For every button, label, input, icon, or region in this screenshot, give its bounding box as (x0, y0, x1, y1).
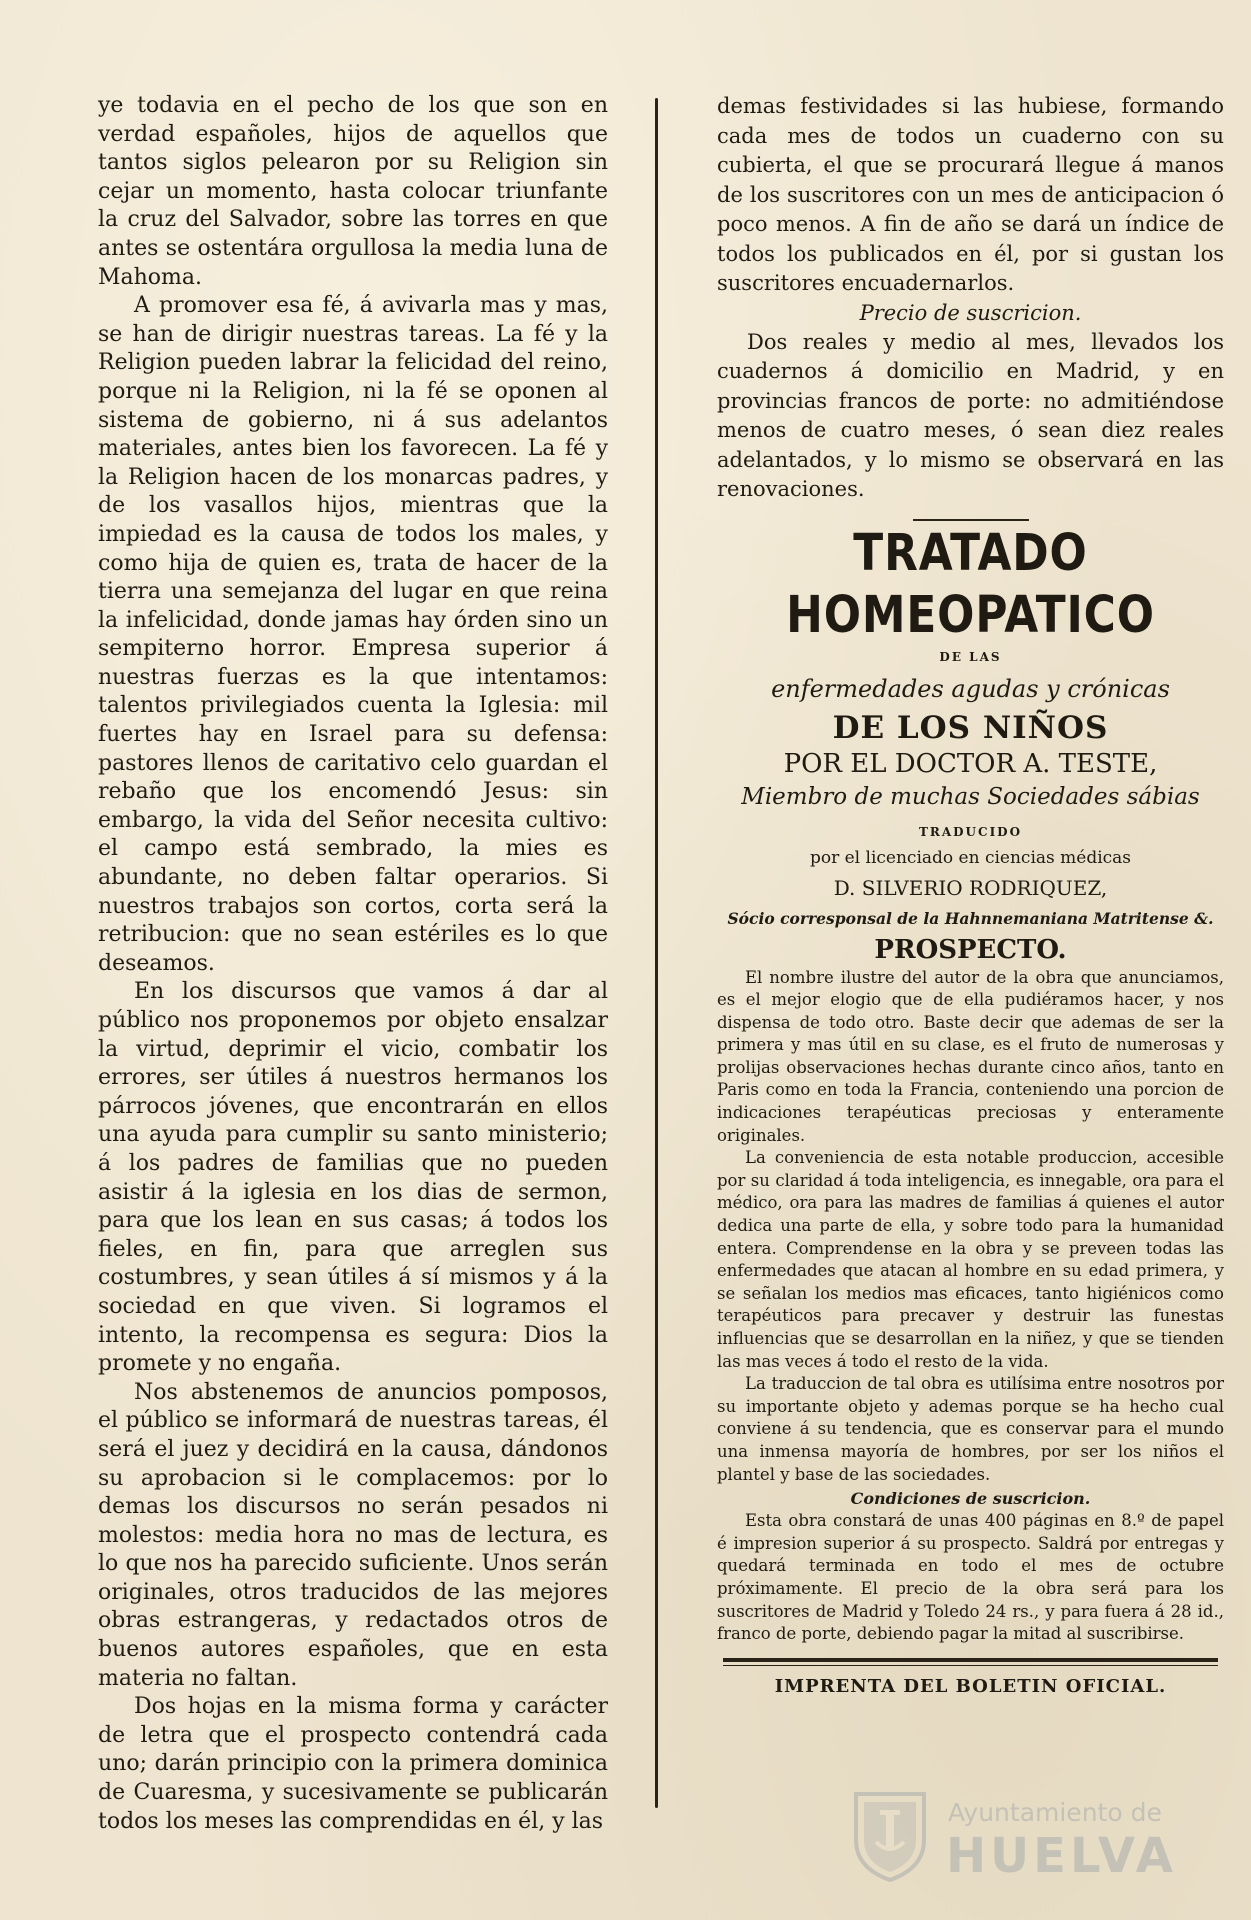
ad-translator-intro: por el licenciado en ciencias médicas (809, 847, 1132, 868)
conditions-heading: Condiciones de suscricion. (850, 1489, 1091, 1509)
left-paragraph-3: En los discursos que vamos á dar al público nos proponemos por objeto ensalzar la virtud, deprimir el vicio, combatir los errores, ser útiles á nuestros hermanos los párrocos jóvenes, que encontrarán en ellos una ayuda para cumplir su santo ministerio; á los padres de familias que no pueden asistir á la iglesia en los dias de sermon, para que los lean en sus casas; á todos los fieles, en fin, para que arreglen sus costumbres, y sean útiles á sí mismos y á la sociedad en que viven. Si logramos el intento, la recompensa es segura: Dios la promete y no engaña. (98, 979, 608, 1377)
ad-traducido: TRADUCIDO (918, 824, 1023, 839)
watermark-line2: HUELVA (946, 1828, 1177, 1884)
continuation-paragraph: demas festividades si las hubiese, formando cada mes de todos un cuaderno con su cubierta, el que se procurará llegue á manos de los suscritores con un mes de anticipacion ó poco menos. A fin de año se dará un índice de todos los publicados en él, por si gustan los suscritores encuadernarlos. (717, 94, 1224, 295)
watermark-line1: Ayuntamiento de (948, 1798, 1162, 1827)
imprint-line: IMPRENTA DEL BOLETIN OFICIAL. (774, 1676, 1167, 1698)
left-paragraph-5: Dos hojas en la misma forma y carácter de letra que el prospecto contendrá cada uno; darán principio con la primera dominica de Cuaresma, y sucesivamente se publicarán todos los meses las comprendidas en él, y las (98, 1694, 608, 1834)
column-divider (655, 98, 658, 1808)
ad-subtitle: enfermedades agudas y crónicas (771, 674, 1170, 703)
left-paragraph-4: Nos abstenemos de anuncios pomposos, el público se informará de nuestras tareas, él será el juez y decidirá en la causa, dándonos su aprobacion si le complacemos: por lo demas los discursos no serán pesados ni molestos: media hora no mas de lectura, es lo que nos ha parecido suficiente. Unos serán originales, otros traducidos de las mejores obras estrangeras, y redactados otros de buenos autores españoles, que en esta materia no faltan. (98, 1379, 608, 1691)
prospecto-paragraph-1: El nombre ilustre del autor de la obra que anunciamos, es el mejor elogio que de ella pudiéramos hacer, y nos dispensa de todo otro. Baste decir que ademas de ser la primera y mas útil en su clase, es el fruto de numerosas y prolijas observaciones hechas durante cinco años, tanto en Paris como en toda la Francia, conteniendo una porcion de indicaciones terapéuticas preciosas y enteramente originales. (717, 967, 1224, 1145)
left-paragraph-2: A promover esa fé, á avivarla mas y mas, se han de dirigir nuestras tareas. La fé y la Religion pueden labrar la felicidad del reino, porque ni la Religion, ni la fé se oponen al sistema de gobierno, ni á sus adelantos materiales, antes bien los favorecen. La fé y la Religion hacen de los monarcas padres, y de los vasallos hijos, mientras que la impiedad es la causa de todos los males, y como hija de quien es, trata de hacer de la tierra una semejanza del lugar en que reina la infelicidad, donde jamas hay órden sino un sempiterno horror. Empresa superior á nuestras fuerzas es la que intentamos: talentos privilegiados cuenta la Iglesia: mil fuertes hay en Israel para su defensa: pastores llenos de caritativo celo guardan el rebaño que los encomendó Jesus: sin embargo, la vida del Señor necesita cultivo: el campo está sembrado, la mies es abundante, no deben faltar operarios. Si nuestros trabajos son cortos, corta será la retribucion: que no sean estériles es lo que deseamos. (98, 293, 608, 976)
ad-de-las: DE LAS (939, 649, 1002, 664)
prospecto-heading: PROSPECTO. (874, 934, 1067, 965)
ad-ninos: DE LOS NIÑOS (832, 709, 1109, 746)
precio-paragraph: Dos reales y medio al mes, llevados los cuadernos á domicilio en Madrid, y en provincias francos de porte: no admitiéndose menos de cuatro meses, ó sean diez reales adelantados, y lo mismo se observará en las renovaciones. (717, 329, 1224, 501)
ad-translator: D. SILVERIO RODRIQUEZ, (833, 875, 1108, 900)
right-column (717, 92, 1224, 1700)
imprint-rule-thin (723, 1665, 1218, 1667)
section-rule (913, 519, 1029, 521)
ad-author-role: Miembro de muchas Sociedades sábias (741, 783, 1200, 810)
left-column (98, 92, 608, 1836)
ad-title: TRATADO HOMEOPATICO (786, 523, 1155, 645)
left-paragraph-1: ye todavia en el pecho de los que son en verdad españoles, hijos de aquellos que tantos siglos pelearon por su Religion sin cejar un momento, hasta colocar triunfante la cruz del Salvador, sobre las torres en que antes se ostentára orgullosa la media luna de Mahoma. (98, 93, 608, 290)
imprint-rule-thick (723, 1658, 1218, 1662)
prospecto-paragraph-3: La traduccion de tal obra es utilísima entre nosotros por su importante objeto y ademas porque se ha hecho cual conviene á su tendencia, que es conservar para el mundo una inmensa mayoría de hombres, por ser los niños el plantel y base de las sociedades. (717, 1374, 1224, 1484)
conditions-paragraph: Esta obra constará de unas 400 páginas en 8.º de papel é impresion superior á su prospecto. Saldrá por entregas y quedará terminada en todo el mes de octubre próximamente. El precio de la obra será para los suscritores de Madrid y Toledo 24 rs., y para fuera á 28 id., franco de porte, debiendo pagar la mitad al suscribirse. (717, 1511, 1224, 1644)
advertisement (717, 523, 1224, 1646)
ad-translator-role: Sócio corresponsal de la Hahnnemaniana Matritense &. (727, 908, 1214, 928)
prospecto-paragraph-2: La conveniencia de esta notable produccion, accesible por su claridad á toda inteligencia, es innegable, ora para el médico, ora para las madres de familias á quienes el autor dedica una parte de ella, y sobre todo para la humanidad entera. Comprendense en la obra y se preveen todas las enfermedades que atacan al hombre en su edad primera, y se señalan los medios mas eficaces, tanto higiénicos como terapéuticos para precaver y destruir las funestas influencias que se desarrollan en la niñez, y que se tienden las mas veces á todo el resto de la vida. (717, 1148, 1224, 1371)
coat-of-arms-icon (850, 1786, 930, 1884)
watermark (850, 1782, 1180, 1892)
precio-heading: Precio de suscricion. (859, 300, 1082, 325)
ad-author: POR EL DOCTOR A. TESTE, (783, 748, 1158, 779)
